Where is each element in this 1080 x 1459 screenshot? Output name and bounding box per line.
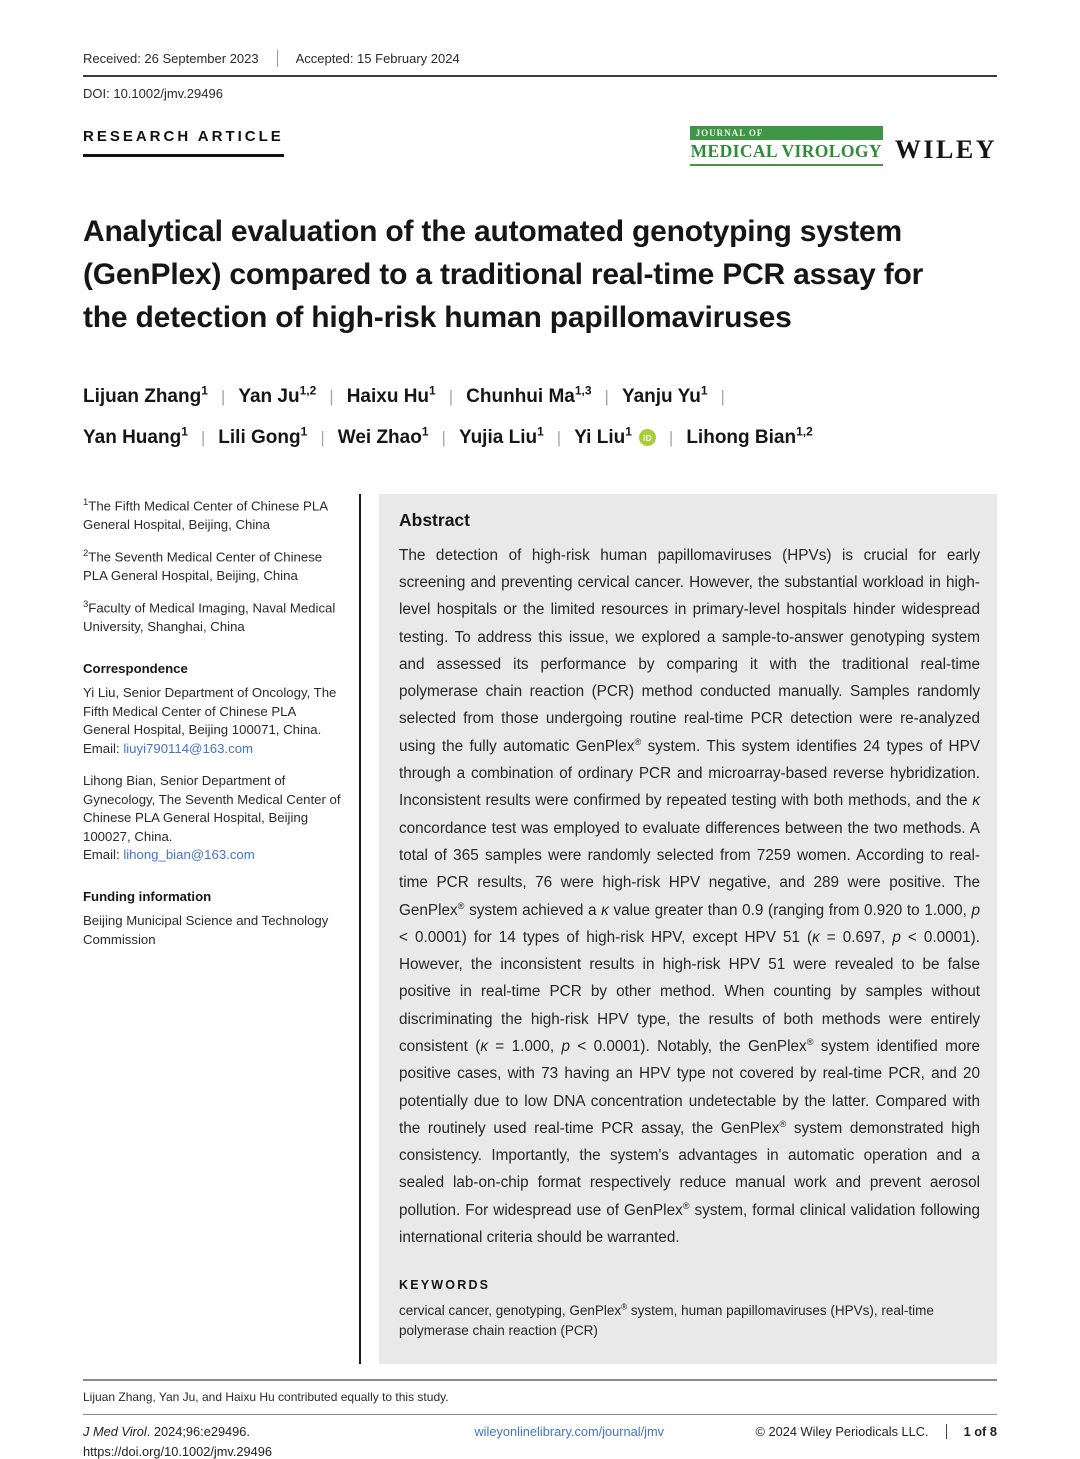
author-list <box>83 374 997 455</box>
journal-logo-topbar: JOURNAL OF <box>690 126 883 140</box>
article-type-row <box>83 128 997 166</box>
keywords-heading: KEYWORDS <box>399 1278 491 1293</box>
title-line-2: (GenPlex) compared to a traditional real-time PCR assay for <box>83 258 924 291</box>
abstract-heading: Abstract <box>399 509 470 530</box>
keywords-text: cervical cancer, genotyping, GenPlex® system, human papillomaviruses (HPVs), real-time polymerase chain reaction (PCR) <box>399 1302 934 1338</box>
footer-right <box>756 1424 997 1439</box>
journal-logo-name: MEDICAL VIROLOGY <box>690 141 882 161</box>
author-separator: | <box>556 427 562 447</box>
author: Yi Liu$^1$ <box>574 424 632 448</box>
received-date: Received: 26 September 2023 <box>83 51 259 66</box>
title-line-3: the detection of high-risk human papillomaviruses <box>83 301 792 334</box>
journal-citation: J Med Virol. 2024;96:e29496. <box>83 1424 250 1440</box>
author-separator: | <box>720 387 725 407</box>
left-column <box>83 494 345 1365</box>
author: Lihong Bian$^{1,2}$ <box>686 424 813 448</box>
page-title <box>83 210 997 339</box>
author-separator: | <box>604 387 609 407</box>
author: Yujia Liu$^1$ <box>458 424 544 448</box>
author: Lili Gong$^1$ <box>218 424 308 448</box>
correspondence-entry-1: Yi Liu, Senior Department of Oncology, The Fifth Medical Center of Chinese PLA General Hospital, Beijing 100071, China. Email: liuyi790114@163.com <box>83 685 337 756</box>
journal-of-medical-virology-logo <box>690 126 883 166</box>
author-separator: | <box>200 427 206 447</box>
copyright-text: © 2024 Wiley Periodicals LLC. <box>755 1424 929 1440</box>
author-separator: | <box>320 427 325 447</box>
author: Haixu Hu$^1$ <box>346 384 436 408</box>
content-columns <box>83 494 997 1365</box>
page-number: 1 of 8 <box>946 1424 997 1439</box>
abstract-panel <box>379 494 997 1365</box>
column-divider <box>359 494 361 1365</box>
accepted-date: Accepted: 15 February 2024 <box>295 51 460 66</box>
header-rule <box>83 75 997 77</box>
meta-divider <box>277 50 278 67</box>
author-separator: | <box>668 427 674 447</box>
affiliation-3: $^3$Faculty of Medical Imaging, Naval Medical University, Shanghai, China <box>83 599 336 635</box>
title-line-1: Analytical evaluation of the automated genotyping system <box>83 215 902 248</box>
affiliation-1: $^1$The Fifth Medical Center of Chinese PLA General Hospital, Beijing, China <box>83 496 328 532</box>
author-row-1 <box>83 374 997 414</box>
email-label: Email: <box>83 847 124 863</box>
author: Yanju Yu$^1$ <box>621 384 708 408</box>
author: Wei Zhao$^1$ <box>337 424 429 448</box>
equal-contribution-note: Lijuan Zhang, Yan Ju, and Haixu Hu contributed equally to this study. <box>83 1389 449 1404</box>
funding-text: Beijing Municipal Science and Technology Commission <box>83 913 329 947</box>
affiliation-2: $^2$The Seventh Medical Center of Chinese PLA General Hospital, Beijing, China <box>83 548 323 583</box>
author: Yan Huang$^1$ <box>83 424 188 448</box>
doi-line: DOI: 10.1002/jmv.29496 <box>83 86 223 101</box>
journal-branding <box>690 126 997 166</box>
author-separator: | <box>441 427 446 447</box>
author-separator: | <box>329 387 334 407</box>
author: Lijuan Zhang$^1$ <box>83 384 208 408</box>
doi-url: https://doi.org/10.1002/jmv.29496 <box>83 1444 272 1459</box>
author: Yan Ju$^{1,2}$ <box>238 384 317 408</box>
wiley-logo: WILEY <box>894 135 997 164</box>
author-separator: | <box>220 387 226 407</box>
email-label: Email: <box>83 740 124 756</box>
journal-website-link[interactable]: wileyonlinelibrary.com/journal/jmv <box>474 1424 665 1440</box>
author-separator: | <box>448 387 454 407</box>
email-link-yi-liu[interactable]: liuyi790114@163.com <box>123 740 254 756</box>
correspondence-heading: Correspondence <box>83 660 188 676</box>
abstract-text: The detection of high-risk human papillomaviruses (HPVs) is crucial for early screening and preventing cervical cancer. However, the substantial workload in high-level hospitals or the limited resources in primary-level hospitals hinder widespread testing. To address this issue, we explored a sample-to-answer genotyping system and assessed its performance by comparing it with the traditional real-time polymerase chain reaction (PCR) method conducted manually. Samples randomly selected from those undergoing routine real-time PCR detection were re-analyzed using the fully automatic GenPlex® system. This system identifies 24 types of HPV through a combination of ordinary PCR and microarray-based reverse hybridization. Inconsistent results were confirmed by repeated testing with both methods, and the κ concordance test was employed to evaluate differences between the two methods. A total of 365 samples were randomly selected from 7259 women. According to real-time PCR results, 76 were high-risk HPV negative, and 289 were positive. The GenPlex® system achieved a κ value greater than 0.9 (ranging from 0.920 to 1.000, p < 0.0001) for 14 types of high-risk HPV, except HPV 51 (κ = 0.697, p < 0.0001). However, the inconsistent results in high-risk HPV 51 were revealed to be false positive in real-time PCR by other method. When counting by samples without discriminating the high-risk HPV type, the results of both methods were entirely consistent (κ = 1.000, p < 0.0001). Notably, the GenPlex® system identified more positive cases, with 73 having an HPV type not covered by real-time PCR, and 20 potentially due to low DNA concentration undetectable by the latter. Compared with the routinely used real-time PCR assay, the GenPlex® system demonstrated high consistency. Importantly, the system's advantages in automatic operation and a sealed lab-on-chip format respectively reduce manual work and prevent aerosol pollution. For widespread use of GenPlex® system, formal clinical validation following international criteria should be warranted. <box>399 546 981 1247</box>
received-accepted-row <box>83 50 997 67</box>
footer-row <box>83 1415 997 1439</box>
correspondence-entry-2: Lihong Bian, Senior Department of Gynecology, The Seventh Medical Center of Chinese PLA General Hospital, Beijing 100027, China. Email: lihong_bian@163.com <box>83 773 341 863</box>
author: Chunhui Ma$^{1,3}$ <box>466 384 592 408</box>
orcid-icon[interactable]: iD <box>639 429 656 446</box>
article-type-label: RESEARCH ARTICLE <box>83 128 284 157</box>
email-link-lihong-bian[interactable]: lihong_bian@163.com <box>123 847 255 863</box>
author-row-2 <box>83 414 997 454</box>
funding-heading: Funding information <box>83 888 212 904</box>
